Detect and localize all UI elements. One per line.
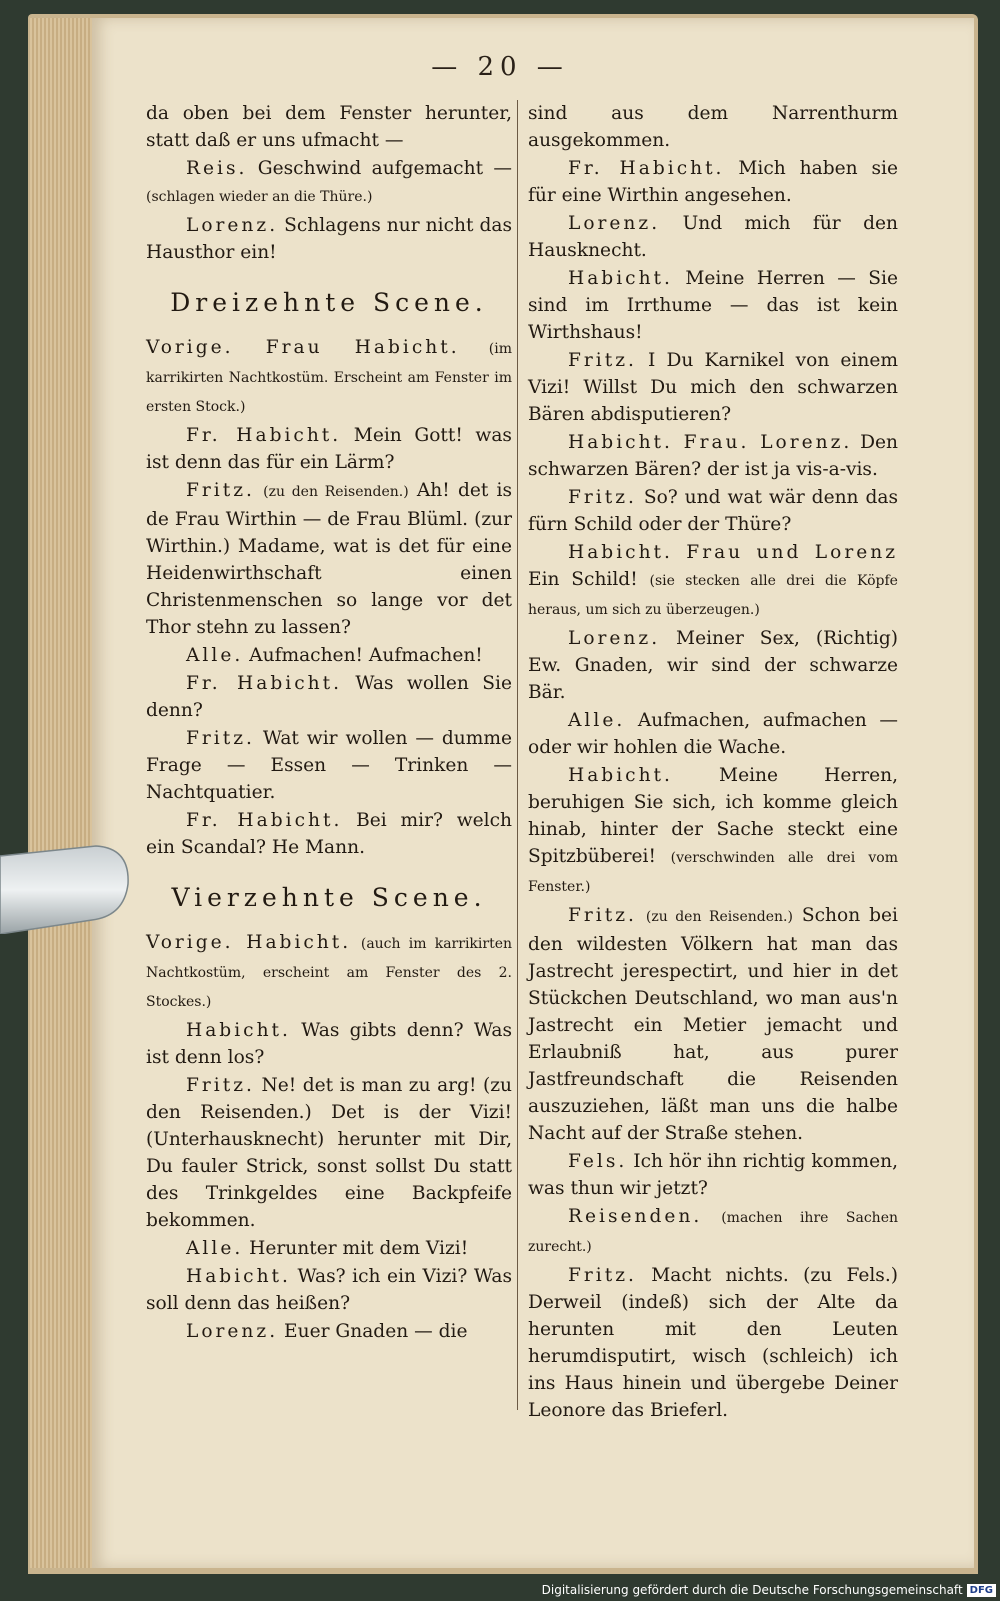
stage-direction: (zu den Reisenden.) (263, 484, 409, 500)
speaker-name: Lorenz. (568, 213, 661, 234)
speaker-name: Fritz. (568, 350, 637, 371)
speaker-name: Habicht. (568, 765, 673, 786)
speaker-name: Fritz. (568, 905, 637, 926)
speaker-name: Fr. Habicht. (568, 158, 725, 179)
stage-direction: (machen ihre Sachen zurecht.) (528, 1210, 898, 1255)
page-number: — 20 — (431, 52, 569, 82)
speaker-name: Lorenz. (186, 215, 279, 236)
stage-direction: (sie stecken alle drei die Köpfe heraus, um sich zu überzeugen.) (528, 573, 898, 618)
dialogue-line (528, 902, 898, 1147)
dialogue-text: Und mich für den Hausknecht. (528, 213, 898, 261)
dialogue-line (528, 1203, 898, 1261)
speaker-name: Habicht. (568, 268, 673, 289)
dialogue-text: Herunter mit dem Vizi! (249, 1238, 469, 1259)
dialogue-text: Aufmachen, aufmachen — oder wir hohlen die Wache. (528, 710, 898, 758)
dialogue-text: Ah! det is de Frau Wirthin — de Frau Blüml. (zur Wirthin.) Madame, wat is det für eine Heidenwirthschaft einen Christenmenschen so lange vor det Thor stehn zu lassen? (146, 480, 512, 638)
speaker-name: Lorenz. (568, 628, 661, 649)
dialogue-line (146, 725, 512, 806)
continued-text: sind aus dem Narrenthurm ausgekommen. (528, 103, 898, 151)
dialogue-line (146, 1235, 512, 1262)
stage-direction: (im karrikirten Nachtkostüm. Erscheint am Fenster im ersten Stock.) (146, 341, 512, 415)
dialogue-line (146, 155, 512, 211)
speaker-name: Fritz. (186, 728, 255, 749)
speaker-name: Fr. Habicht. (186, 810, 343, 831)
speaker-name: Vorige. Habicht. (146, 932, 352, 953)
dialogue-text: So? und wat wär denn das fürn Schild oder der Thüre? (528, 487, 898, 535)
speaker-name: Lorenz. (186, 1321, 279, 1342)
stage-direction: (zu den Reisenden.) (645, 909, 793, 925)
dialogue-text: Schon bei den wildesten Völkern hat man das Jastrecht jerespectirt, und hier in det Stückchen Deutschland, wo man aus'n Jastrecht ein Metier jemacht und Erlaubniß hat, aus purer Jastfreundschaft die Reisenden auszuziehen, läßt man uns die halbe Nacht auf der Straße stehen. (528, 905, 898, 1144)
speaker-name: Habicht. Frau. Lorenz. (568, 432, 853, 453)
speaker-name: Fels. (568, 1151, 628, 1172)
speaker-name: Fritz. (186, 480, 255, 501)
digitization-footer (542, 1581, 996, 1599)
dialogue-text: Meine Herren — Sie sind im Irrthume — das ist kein Wirthshaus! (528, 268, 898, 343)
speaker-name: Reisenden. (568, 1206, 703, 1227)
speaker-name: Fritz. (568, 1265, 637, 1286)
scene-heading: Vierzehnte Scene. (171, 883, 487, 912)
dialogue-line (146, 1072, 512, 1234)
dialogue-line (528, 484, 898, 538)
dialogue-text: Was? ich ein Vizi? Was soll denn das heißen? (146, 1266, 512, 1314)
dialogue-line (528, 155, 898, 209)
speaker-name: Fr. Habicht. (186, 673, 342, 694)
dialogue-text: Geschwind aufgemacht — (257, 158, 512, 179)
dialogue-text: Macht nichts. (zu Fels.) Derweil (indeß) sich der Alte da herunten mit den Leuten herumdisputirt, wisch (schleich) ich ins Haus hinein und übergebe Deiner Leonore das Brieferl. (528, 1265, 898, 1421)
footer-credit: Digitalisierung gefördert durch die Deutsche Forschungsgemeinschaft (541, 1583, 963, 1597)
dialogue-line (146, 929, 512, 1016)
dialogue-line (528, 265, 898, 346)
dialogue-text: Was wollen Sie denn? (146, 673, 512, 721)
speaker-name: Fritz. (186, 1075, 255, 1096)
stage-direction: (schlagen wieder an die Thüre.) (146, 189, 373, 205)
dialogue-text: Mein Gott! was ist denn das für ein Lärm? (146, 425, 512, 473)
speaker-name: Alle. (568, 710, 626, 731)
dialogue-line (146, 477, 512, 641)
scene-heading: Dreizehnte Scene. (170, 288, 488, 317)
dialogue-line (528, 1262, 898, 1424)
stage-direction: (verschwinden alle drei vom Fenster.) (528, 850, 898, 895)
dialogue-text: Meiner Sex, (Richtig) Ew. Gnaden, wir sind der schwarze Bär. (528, 628, 898, 703)
left-text-column (146, 100, 512, 1346)
dialogue-line (146, 1263, 512, 1317)
speaker-name: Alle. (186, 645, 244, 666)
dialogue-text: Mich haben sie für eine Wirthin angesehen. (528, 158, 898, 206)
stage-direction: (auch im karrikirten Nachtkostüm, erscheint am Fenster des 2. Stockes.) (146, 936, 512, 1010)
dialogue-text: Bei mir? welch ein Scandal? He Mann. (146, 810, 512, 858)
dfg-logo: DFG (967, 1584, 996, 1597)
dialogue-line (146, 642, 512, 669)
dialogue-text: Ein Schild! (528, 569, 638, 590)
speaker-name: Vorige. Frau Habicht. (146, 337, 460, 358)
continued-text: da oben bei dem Fenster herunter, statt daß er uns ufmacht — (146, 103, 512, 151)
dialogue-text: Meine Herren, beruhigen Sie sich, ich komme gleich hinab, hinter der Sache steckt eine Spitzbüberei! (528, 765, 898, 867)
dialogue-text: Euer Gnaden — die (284, 1321, 468, 1342)
dialogue-line (528, 539, 898, 624)
dialogue-line (146, 212, 512, 266)
scanner-thumb-clip (0, 838, 132, 934)
speaker-name: Fr. Habicht. (186, 425, 342, 446)
page-edges (30, 18, 93, 1568)
dialogue-line (146, 334, 512, 421)
dialogue-text: I Du Karnikel von einem Vizi! Willst Du mich den schwarzen Bären abdisputieren? (528, 350, 898, 425)
dialogue-text: Den schwarzen Bären? der ist ja vis-a-vis. (528, 432, 898, 480)
dialogue-text: Schlagens nur nicht das Hausthor ein! (146, 215, 512, 263)
speaker-name: Habicht. (186, 1266, 291, 1287)
column-divider (517, 100, 518, 1410)
speaker-name: Reis. (186, 158, 248, 179)
speaker-name: Habicht. Frau und Lorenz (568, 542, 898, 563)
right-text-column (528, 100, 898, 1425)
dialogue-text: Wat wir wollen — dumme Frage — Essen — Trinken — Nachtquatier. (146, 728, 512, 803)
dialogue-line (528, 707, 898, 761)
dialogue-text: Ne! det is man zu arg! (zu den Reisenden.) Det is der Vizi! (Unterhausknecht) herunter mit Dir, Du fauler Strick, sonst sollst Du statt des Trinkgeldes eine Backpfeife bekommen. (146, 1075, 512, 1231)
dialogue-line (528, 1148, 898, 1202)
dialogue-line (146, 670, 512, 724)
dialogue-line (146, 1318, 512, 1345)
speaker-name: Alle. (186, 1238, 244, 1259)
dialogue-text: Aufmachen! Aufmachen! (249, 645, 483, 666)
dialogue-line (528, 625, 898, 706)
dialogue-line (528, 347, 898, 428)
dialogue-line (528, 210, 898, 264)
speaker-name: Habicht. (186, 1020, 291, 1041)
dialogue-line (146, 422, 512, 476)
dialogue-text: Ich hör ihn richtig kommen, was thun wir jetzt? (528, 1151, 898, 1199)
dialogue-line (528, 762, 898, 901)
dialogue-line (146, 1017, 512, 1071)
dialogue-line (146, 807, 512, 861)
dialogue-text: Was gibts denn? Was ist denn los? (146, 1020, 512, 1068)
dialogue-line (528, 429, 898, 483)
speaker-name: Fritz. (568, 487, 637, 508)
